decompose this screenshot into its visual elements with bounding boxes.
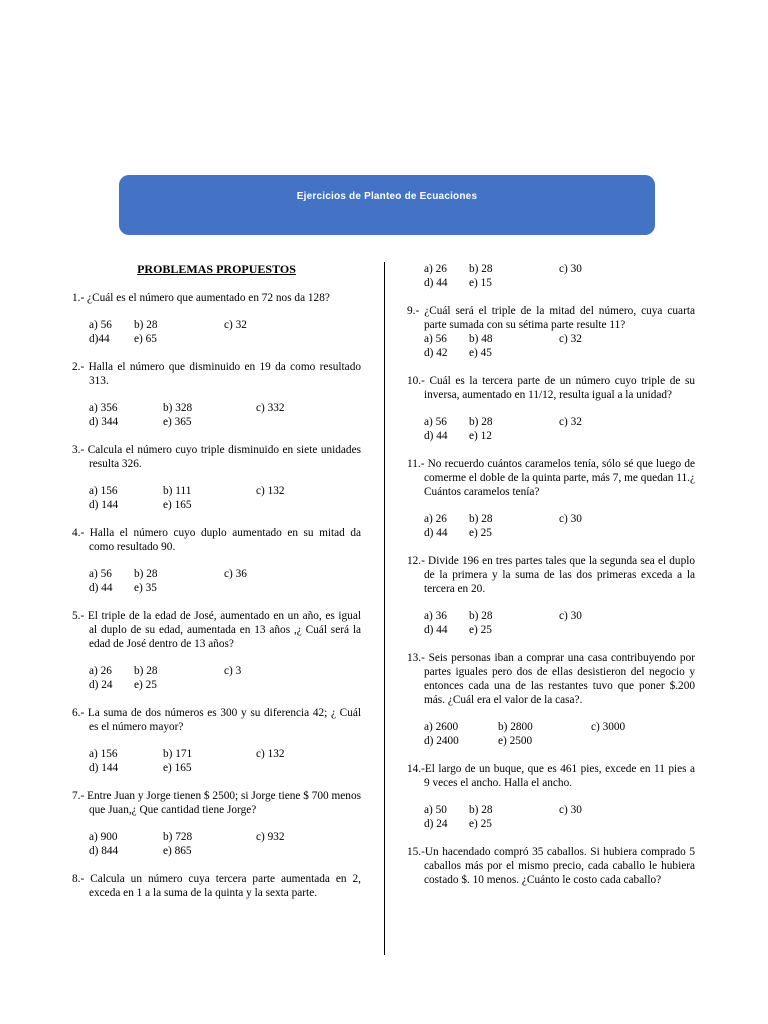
document-title: Ejercicios de Planteo de Ecuaciones (296, 191, 478, 202)
option-c: c) 30 (559, 804, 582, 816)
option-a: a) 26 (89, 665, 112, 677)
question-text: 6.- La suma de dos números es 300 y su diferencia 42; ¿ Cuál es el número mayor? (72, 707, 361, 733)
problem-3 (72, 443, 361, 512)
option-e: e) 25 (134, 679, 157, 691)
answer-options (407, 609, 695, 637)
answer-options (407, 512, 695, 540)
option-e: e) 165 (163, 762, 192, 774)
problem-11 (407, 457, 695, 540)
option-e: e) 2500 (498, 735, 533, 747)
option-b: b) 171 (163, 748, 193, 760)
option-a: a) 56 (89, 568, 112, 580)
option-c: c) 132 (256, 748, 285, 760)
option-b: b) 28 (134, 568, 158, 580)
problem-10 (407, 374, 695, 443)
question-text: 1.- ¿Cuál es el número que aumentado en 72 nos da 128? (72, 292, 330, 304)
option-a: a) 900 (89, 831, 118, 843)
option-b: b) 28 (469, 513, 493, 525)
option-a: a) 56 (424, 333, 447, 345)
option-a: a) 156 (89, 748, 118, 760)
option-c: c) 30 (559, 610, 582, 622)
option-a: a) 56 (89, 319, 112, 331)
option-b: b) 728 (163, 831, 193, 843)
option-b: b) 2800 (498, 721, 533, 733)
answer-options (407, 262, 695, 290)
problem-14 (407, 762, 695, 831)
answer-options (72, 747, 361, 775)
question-text: 12.- Divide 196 en tres partes tales que la segunda sea el duplo de la primera y la suma de las dos primeras exceda a la tercera en 20. (407, 555, 695, 595)
option-d: d) 44 (424, 430, 448, 442)
option-d: d) 344 (89, 416, 119, 428)
option-e: e) 165 (163, 499, 192, 511)
option-c: c) 32 (559, 416, 582, 428)
problem-6 (72, 706, 361, 775)
option-b: b) 28 (469, 804, 493, 816)
problem-8 (72, 872, 361, 900)
question-text: 14.-El largo de un buque, que es 461 pies, excede en 11 pies a 9 veces el ancho. Halla el ancho. (407, 763, 695, 789)
question-text: 8.- Calcula un número cuya tercera parte aumentada en 2, exceda en 1 a la suma de la quinta y la sexta parte. (72, 873, 361, 899)
option-c: c) 3000 (591, 721, 626, 733)
answer-options (72, 318, 361, 346)
question-text: 15.-Un hacendado compró 35 caballos. Si hubiera comprado 5 caballos más por el mismo precio, cada caballo le hubiera costado $. 10 menos. ¿Cuánto le costo cada caballo? (407, 846, 695, 886)
option-a: a) 36 (424, 610, 447, 622)
option-c: c) 32 (559, 333, 582, 345)
option-e: e) 865 (163, 845, 192, 857)
option-a: a) 356 (89, 402, 118, 414)
option-d: d) 144 (89, 762, 119, 774)
problem-9 (407, 304, 695, 360)
option-b: b) 28 (469, 263, 493, 275)
answer-options (72, 664, 361, 692)
answer-options (407, 415, 695, 443)
left-column (72, 262, 361, 914)
right-column (407, 262, 695, 901)
option-b: b) 48 (469, 333, 493, 345)
problem-2 (72, 360, 361, 429)
option-c: c) 36 (224, 568, 247, 580)
option-e: e) 65 (134, 333, 157, 345)
option-e: e) 35 (134, 582, 157, 594)
answer-options (72, 567, 361, 595)
option-d: d) 24 (424, 818, 448, 830)
option-d: d) 24 (89, 679, 113, 691)
problem-4 (72, 526, 361, 595)
option-e: e) 365 (163, 416, 192, 428)
answer-options (72, 484, 361, 512)
option-b: b) 28 (469, 416, 493, 428)
option-b: b) 328 (163, 402, 193, 414)
option-e: e) 45 (469, 347, 492, 359)
option-e: e) 12 (469, 430, 492, 442)
option-c: c) 32 (224, 319, 247, 331)
option-a: a) 2600 (424, 721, 459, 733)
section-title: PROBLEMAS PROPUESTOS (137, 262, 296, 276)
column-divider (384, 262, 385, 955)
option-b: b) 111 (163, 485, 192, 497)
option-a: a) 156 (89, 485, 118, 497)
option-b: b) 28 (469, 610, 493, 622)
answer-options (72, 401, 361, 429)
option-d: d) 44 (424, 527, 448, 539)
problem-13 (407, 651, 695, 748)
question-text: 7.- Entre Juan y Jorge tienen $ 2500; si Jorge tiene $ 700 menos que Juan,¿ Que cantidad tiene Jorge? (72, 790, 361, 816)
option-d: d) 44 (89, 582, 113, 594)
option-c: c) 30 (559, 513, 582, 525)
problem-15 (407, 845, 695, 887)
title-banner (119, 175, 655, 235)
question-text: 10.- Cuál es la tercera parte de un número cuyo triple de su inversa, aumentado en 11/12, resulta igual a la unidad? (407, 375, 695, 401)
option-c: c) 3 (224, 665, 242, 677)
option-e: e) 15 (469, 277, 492, 289)
answer-options (72, 830, 361, 858)
option-d: d) 2400 (424, 735, 459, 747)
option-d: d) 44 (424, 277, 448, 289)
answer-options (407, 720, 695, 748)
problem-1 (72, 291, 361, 346)
option-c: c) 932 (256, 831, 285, 843)
option-d: d) 44 (424, 624, 448, 636)
question-text: 5.- El triple de la edad de José, aumentado en un año, es igual al duplo de su edad, aumentada en 13 años ,¿ Cuál será la edad de José dentro de 13 años? (72, 610, 361, 650)
option-a: a) 50 (424, 804, 447, 816)
answer-options (407, 332, 695, 360)
option-e: e) 25 (469, 527, 492, 539)
problem-7 (72, 789, 361, 858)
problem-12 (407, 554, 695, 637)
option-a: a) 56 (424, 416, 447, 428)
question-text: 9.- ¿Cuál será el triple de la mitad del número, cuya cuarta parte sumada con su sétima parte resulte 11? (407, 305, 695, 331)
question-text: 11.- No recuerdo cuántos caramelos tenía, sólo sé que luego de comerme el doble de la quinta parte, más 7, me quedan 11.¿ Cuántos caramelos tenía? (407, 458, 695, 498)
question-text: 4.- Halla el número cuyo duplo aumentado en su mitad da como resultado 90. (72, 527, 361, 553)
problem-8-options (407, 262, 695, 290)
option-b: b) 28 (134, 665, 158, 677)
option-d: d) 144 (89, 499, 119, 511)
option-c: c) 132 (256, 485, 285, 497)
option-c: c) 30 (559, 263, 582, 275)
option-d: d) 844 (89, 845, 119, 857)
option-d: d)44 (89, 333, 110, 345)
option-a: a) 26 (424, 263, 447, 275)
question-text: 2.- Halla el número que disminuido en 19 da como resultado 313. (72, 361, 361, 387)
question-text: 3.- Calcula el número cuyo triple disminuido en siete unidades resulta 326. (72, 444, 361, 470)
option-a: a) 26 (424, 513, 447, 525)
option-b: b) 28 (134, 319, 158, 331)
problem-5 (72, 609, 361, 692)
option-e: e) 25 (469, 624, 492, 636)
option-e: e) 25 (469, 818, 492, 830)
option-c: c) 332 (256, 402, 285, 414)
answer-options (407, 803, 695, 831)
option-d: d) 42 (424, 347, 448, 359)
question-text: 13.- Seis personas iban a comprar una casa contribuyendo por partes iguales pero dos de ellas desistieron del negocio y entonces cada una de las restantes tuvo que poner $.200 más. ¿Cuál era el valor de la casa?. (407, 652, 695, 706)
